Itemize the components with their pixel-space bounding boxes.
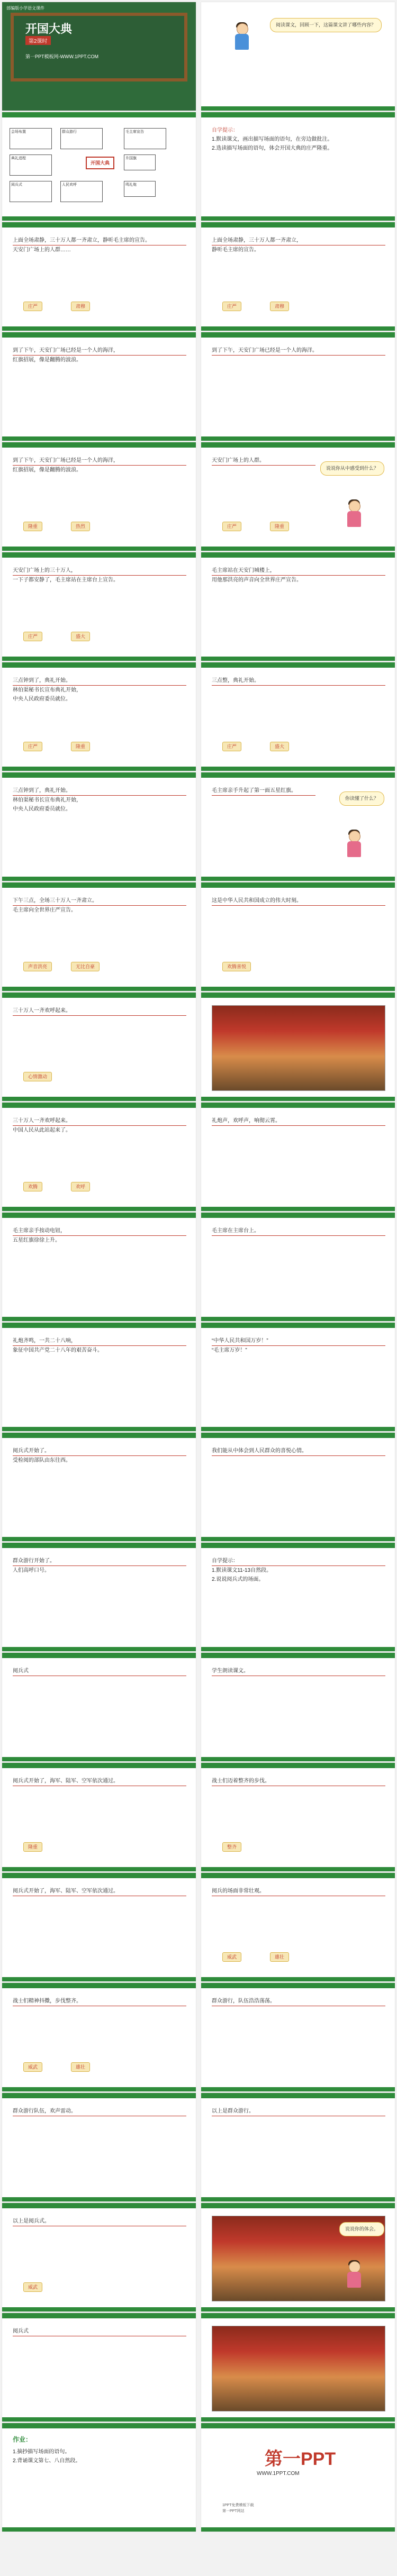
- cover-subtitle: 第2课时: [25, 36, 51, 45]
- passage-text: [13, 1887, 186, 1896]
- passage-text: [212, 1556, 385, 1584]
- content-slide[interactable]: [2, 2423, 196, 2532]
- task-slide[interactable]: [201, 112, 395, 221]
- cover-url: 第一PPT模板网-WWW.1PPT.COM: [25, 54, 98, 59]
- passage-line: 一下子都安静了，毛主席站在主席台上宣告。: [13, 577, 119, 583]
- slide-header-bar: [201, 1433, 395, 1438]
- slide-footer-bar: [2, 2527, 196, 2532]
- slide-header-bar: [2, 772, 196, 778]
- passage-text: [13, 1116, 186, 1135]
- passage-text: [13, 786, 186, 814]
- annotation-tag: 威武: [23, 2062, 42, 2072]
- scene-photo: [212, 2326, 385, 2411]
- passage-line: 三点整，典礼开始。: [212, 676, 385, 686]
- passage-line: 战士们迈着整齐的步伐。: [212, 1777, 385, 1786]
- passage-line: 红旗招展，像是翻腾的波浪。: [13, 357, 82, 363]
- passage-text: [13, 1006, 186, 1016]
- slide-header-bar: [201, 112, 395, 117]
- slide-footer-bar: [201, 1867, 395, 1871]
- passage-line: 到了下午，天安门广场已经是一个人的海洋，: [13, 456, 186, 466]
- passage-text: [13, 1226, 186, 1245]
- passage-line: 阅兵式开始了，海军、陆军、空军依次通过。: [13, 1777, 186, 1786]
- content-slide[interactable]: [201, 662, 395, 771]
- passage-line: 自学提示：: [212, 1556, 385, 1566]
- passage-line: 阅兵的场面非常壮观。: [212, 1887, 385, 1896]
- passage-text: [13, 2107, 186, 2116]
- slide-header-bar: [201, 1323, 395, 1328]
- slide-footer-bar: [201, 106, 395, 111]
- passage-line: 红旗招展，像是翻腾的波浪。: [13, 467, 82, 473]
- ppt-logo-sub: WWW.1PPT.COM: [257, 2471, 300, 2477]
- slide-header-bar: [201, 1653, 395, 1658]
- homework-text: [13, 2447, 186, 2465]
- passage-line: 三点钟到了，典礼开始。: [13, 786, 186, 796]
- passage-text: [13, 456, 186, 475]
- slide-footer-bar: [201, 877, 395, 881]
- child-illustration: [345, 500, 363, 529]
- passage-line: 人们高呼口号。: [13, 1568, 50, 1573]
- slide-header-bar: [2, 2093, 196, 2098]
- slide-header-bar: [2, 1763, 196, 1768]
- passage-line: 下午三点，全场三十万人一齐肃立。: [13, 896, 186, 906]
- mindmap-node: 毛主席宣告: [124, 128, 166, 149]
- annotation-tag: 威武: [23, 2282, 42, 2292]
- speech-bubble: 你读懂了什么？: [339, 791, 384, 806]
- passage-line: 群众游行开始了。: [13, 1556, 186, 1566]
- slide-footer-bar: [2, 1097, 196, 1101]
- mindmap-node: 会场布置: [10, 128, 52, 149]
- content-slide[interactable]: [201, 993, 395, 1101]
- passage-text: [212, 566, 385, 585]
- slide-header-bar: [2, 1873, 196, 1878]
- slide-header-bar: [201, 1543, 395, 1548]
- passage-line: 礼炮齐鸣，一共二十八响，: [13, 1336, 186, 1346]
- slide-footer-bar: [2, 877, 196, 881]
- content-slide[interactable]: [201, 1763, 395, 1871]
- homework-title: 作业：: [13, 2436, 32, 2443]
- passage-text: [212, 1116, 385, 1126]
- content-slide[interactable]: [2, 1873, 196, 1981]
- passage-line: 林伯渠秘书长宣布典礼开始，: [13, 687, 82, 693]
- slide-footer-bar: [2, 436, 196, 441]
- content-slide[interactable]: [2, 1213, 196, 1321]
- passage-text: [212, 1887, 385, 1896]
- slide-header-bar: [2, 1433, 196, 1438]
- slide-footer-bar: [201, 2197, 395, 2201]
- annotation-tag: 欢腾喜悦: [222, 962, 251, 971]
- passage-text: [13, 896, 186, 915]
- slide-header-bar: [2, 1213, 196, 1218]
- passage-line: 毛主席亲手按动电钮，: [13, 1226, 186, 1236]
- slide-header-bar: [2, 112, 196, 117]
- annotation-tag: 热烈: [71, 522, 90, 531]
- slide-header-bar: [2, 1323, 196, 1328]
- content-slide[interactable]: [201, 442, 395, 551]
- passage-line: 静听毛主席的宣告。: [212, 247, 259, 253]
- child-illustration: [345, 831, 363, 859]
- slide-footer-bar: [201, 326, 395, 331]
- content-slide[interactable]: [201, 772, 395, 881]
- slide-header-bar: [201, 222, 395, 227]
- content-slide[interactable]: [201, 2313, 395, 2422]
- annotation-tag: 雄壮: [71, 2062, 90, 2072]
- passage-text: [212, 896, 385, 906]
- content-slide[interactable]: [201, 1433, 395, 1541]
- annotation-tag: 心情激动: [23, 1072, 52, 1081]
- slide-footer-bar: [201, 2087, 395, 2091]
- slide-header-bar: [201, 882, 395, 888]
- passage-text: [13, 1556, 186, 1575]
- passage-line: 毛主席站在天安门城楼上，: [212, 566, 385, 576]
- content-slide[interactable]: [201, 1653, 395, 1761]
- content-slide[interactable]: [2, 882, 196, 991]
- content-slide[interactable]: [201, 1543, 395, 1651]
- child-illustration: [233, 23, 251, 52]
- slide-header-bar: [201, 1213, 395, 1218]
- content-slide[interactable]: [2, 993, 196, 1101]
- annotation-tag: 隆重: [71, 742, 90, 751]
- passage-line: 天安门广场上的三十万人，: [13, 566, 186, 576]
- passage-text: [212, 1446, 385, 1456]
- ppt-logo: 第一PPT: [265, 2449, 336, 2469]
- slide-footer-bar: [2, 657, 196, 661]
- content-slide[interactable]: [2, 2203, 196, 2311]
- slide-header-bar: [201, 552, 395, 558]
- slide-footer-bar: [2, 2197, 196, 2201]
- slide-header-bar: [2, 1543, 196, 1548]
- content-slide[interactable]: [2, 332, 196, 441]
- passage-line: 阅兵式开始了。: [13, 1446, 186, 1456]
- passage-text: [13, 2217, 186, 2226]
- slide-footer-bar: [2, 1647, 196, 1651]
- content-slide[interactable]: [2, 772, 196, 881]
- task-line: 自学提示：: [212, 128, 238, 133]
- slide-footer-bar: [2, 987, 196, 991]
- content-slide[interactable]: [201, 1983, 395, 2091]
- passage-line: 学生朗读课文。: [212, 1667, 385, 1676]
- passage-line: 以上是阅兵式。: [13, 2217, 186, 2226]
- slide-footer-bar: [201, 1317, 395, 1321]
- slide-header-bar: [2, 332, 196, 338]
- slide-header-bar: [2, 662, 196, 668]
- content-slide[interactable]: [2, 1543, 196, 1651]
- annotation-tag: 威武: [222, 1952, 241, 1962]
- slide-footer-bar: [2, 1867, 196, 1871]
- passage-line: 三十万人一齐欢呼起来。: [13, 1116, 186, 1126]
- passage-line: 2.说说阅兵式的场面。: [212, 1577, 264, 1582]
- content-slide[interactable]: [201, 882, 395, 991]
- slide-header-bar: [2, 442, 196, 448]
- passage-line: 这是中华人民共和国成立的伟大时刻。: [212, 896, 385, 906]
- passage-text: [212, 236, 385, 254]
- annotation-tag: 无比自豪: [71, 962, 100, 971]
- passage-line: 群众游行队伍，欢声雷动。: [13, 2107, 186, 2116]
- annotation-tag: 庄严: [23, 632, 42, 641]
- slide-footer-bar: [201, 767, 395, 771]
- mindmap-node: 群众游行: [60, 128, 103, 149]
- mindmap-center: 开国大典: [86, 157, 114, 169]
- passage-line: 到了下午，天安门广场已经是一个人的海洋，: [13, 346, 186, 356]
- passage-line: 中国人民从此站起来了。: [13, 1127, 71, 1133]
- slide-header-bar: [201, 442, 395, 448]
- passage-line: 我们能从中体会到人民群众的喜悦心情。: [212, 1446, 385, 1456]
- slide-footer-bar: [201, 1207, 395, 1211]
- passage-line: “毛主席万岁！”: [212, 1348, 247, 1353]
- passage-line: 三十万人一齐欢呼起来。: [13, 1006, 186, 1016]
- passage-text: [13, 236, 186, 254]
- passage-line: 林伯渠秘书长宣布典礼开始，: [13, 797, 82, 803]
- slide-footer-bar: [2, 2307, 196, 2311]
- task-text: [212, 126, 385, 153]
- speech-bubble: 说说你的体会。: [339, 2222, 384, 2236]
- content-slide[interactable]: [201, 1103, 395, 1211]
- slide-footer-bar: [201, 1647, 395, 1651]
- passage-line: 毛主席在主席台上。: [212, 1226, 385, 1236]
- passage-text: [13, 676, 186, 704]
- content-slide[interactable]: [2, 1763, 196, 1871]
- passage-line: 战士们精神抖擞，步伐整齐。: [13, 1997, 186, 2006]
- passage-text: [212, 456, 315, 466]
- annotation-tag: 盛大: [71, 632, 90, 641]
- slide-header-bar: [201, 2313, 395, 2318]
- slide-footer-bar: [2, 1427, 196, 1431]
- slide-footer-bar: [2, 326, 196, 331]
- slide-header-bar: [201, 1983, 395, 1988]
- annotation-tag: 欢呼: [71, 1182, 90, 1191]
- slide-header-bar: [201, 2423, 395, 2428]
- passage-text: [212, 786, 315, 796]
- annotation-tag: 庄严: [23, 302, 42, 311]
- passage-line: 中央人民政府委员就位。: [13, 696, 71, 702]
- cover-school: 部编版小学语文课件: [6, 6, 44, 11]
- slide-footer-bar: [201, 657, 395, 661]
- slide-header-bar: [2, 1653, 196, 1658]
- annotation-tag: 庄严: [23, 742, 42, 751]
- annotation-tag: 隆重: [23, 522, 42, 531]
- annotation-tag: 隆重: [270, 522, 289, 531]
- passage-text: [212, 1336, 385, 1355]
- prompt-bubble: 阅读课文，回顾一下，这篇课文讲了哪些内容？: [270, 18, 382, 32]
- annotation-tag: 整齐: [222, 1842, 241, 1852]
- mindmap-node: 人民欢呼: [60, 181, 103, 202]
- slide-footer-bar: [2, 2417, 196, 2422]
- content-slide[interactable]: [2, 662, 196, 771]
- content-slide[interactable]: [201, 552, 395, 661]
- slide-footer-bar: [201, 2307, 395, 2311]
- slide-header-bar: [2, 1103, 196, 1108]
- task-line: 1.默读课文，画出描写场面的语句，在旁边做批注。: [212, 136, 333, 142]
- content-slide[interactable]: [2, 222, 196, 331]
- child-illustration: [345, 2261, 363, 2290]
- passage-text: [13, 1336, 186, 1355]
- passage-line: 天安门广场上的人群……: [13, 247, 71, 253]
- passage-line: 天安门广场上的人群。: [212, 456, 315, 466]
- content-slide[interactable]: [201, 2203, 395, 2311]
- slide-header-bar: [2, 2203, 196, 2208]
- passage-line: 毛主席亲手升起了第一面五星红旗。: [212, 786, 315, 796]
- content-slide[interactable]: [2, 2093, 196, 2201]
- content-slide[interactable]: [201, 1323, 395, 1431]
- passage-line: 上面全场肃静，三十万人都一齐肃立，: [212, 236, 385, 245]
- content-slide[interactable]: [2, 1103, 196, 1211]
- content-slide[interactable]: [201, 2423, 395, 2532]
- passage-line: 五星红旗徐徐上升。: [13, 1237, 60, 1243]
- slide-footer-bar: [2, 1757, 196, 1761]
- slide-footer-bar: [201, 547, 395, 551]
- annotation-tag: 雄壮: [270, 1952, 289, 1962]
- annotation-tag: 隆重: [23, 1842, 42, 1852]
- slide-footer-bar: [201, 216, 395, 221]
- passage-line: 阅兵式: [13, 2327, 186, 2336]
- passage-line: 以上是群众游行。: [212, 2107, 385, 2116]
- slide-footer-bar: [2, 2087, 196, 2091]
- content-slide[interactable]: [2, 1653, 196, 1761]
- slide-footer-bar: [201, 1757, 395, 1761]
- slide-footer-bar: [2, 767, 196, 771]
- passage-line: 三点钟到了，典礼开始。: [13, 676, 186, 686]
- annotation-tag: 欢腾: [23, 1182, 42, 1191]
- passage-text: [212, 1777, 385, 1786]
- slide-header-bar: [201, 1873, 395, 1878]
- passage-text: [212, 1997, 385, 2006]
- passage-text: [13, 566, 186, 585]
- slide-header-bar: [201, 1763, 395, 1768]
- slide-footer-bar: [2, 547, 196, 551]
- annotation-tag: 庄严: [222, 302, 241, 311]
- content-slide[interactable]: [2, 442, 196, 551]
- passage-line: 阅兵式: [13, 1667, 186, 1676]
- annotation-tag: 声音洪亮: [23, 962, 52, 971]
- passage-line: 象征中国共产党二十八年的艰苦奋斗。: [13, 1348, 103, 1353]
- slide-footer-bar: [201, 2527, 395, 2532]
- slide-footer-bar: [201, 1537, 395, 1541]
- slide-footer-bar: [2, 216, 196, 221]
- passage-text: [13, 1446, 186, 1465]
- content-slide[interactable]: [201, 1213, 395, 1321]
- annotation-tag: 肃穆: [270, 302, 289, 311]
- passage-line: 1.默读课文11-13自然段。: [212, 1568, 272, 1573]
- homework-line: 1.摘抄描写场面的语句。: [13, 2449, 70, 2455]
- slide-header-bar: [2, 882, 196, 888]
- passage-text: [212, 1226, 385, 1236]
- slide-footer-bar: [2, 1977, 196, 1981]
- passage-line: 受检阅的部队由东往西。: [13, 1458, 71, 1463]
- passage-line: 群众游行，队伍浩浩荡荡。: [212, 1997, 385, 2006]
- annotation-tag: 肃穆: [71, 302, 90, 311]
- slide-header-bar: [2, 993, 196, 998]
- ppt-info: [222, 2502, 254, 2514]
- content-slide[interactable]: [2, 1323, 196, 1431]
- passage-text: [13, 2327, 186, 2336]
- prompt-slide[interactable]: [201, 2, 395, 111]
- content-slide[interactable]: [201, 1873, 395, 1981]
- slide-footer-bar: [201, 1097, 395, 1101]
- content-slide[interactable]: [2, 1433, 196, 1541]
- passage-text: [212, 676, 385, 686]
- passage-text: [13, 1777, 186, 1786]
- annotation-tag: 盛大: [270, 742, 289, 751]
- mindmap-slide[interactable]: [2, 112, 196, 221]
- passage-text: [212, 346, 385, 356]
- slide-header-bar: [201, 2093, 395, 2098]
- mindmap-node: 升国旗: [124, 154, 156, 170]
- mindmap-node: 鸣礼炮: [124, 181, 156, 197]
- passage-text: [13, 1997, 186, 2006]
- slide-header-bar: [201, 332, 395, 338]
- ppt-info-line: 1PPT免费模板下载: [222, 2504, 254, 2507]
- annotation-tag: 庄严: [222, 522, 241, 531]
- mindmap-node: 典礼进程: [10, 154, 52, 176]
- content-slide[interactable]: [2, 1983, 196, 2091]
- passage-line: 阅兵式开始了，海军、陆军、空军依次通过。: [13, 1887, 186, 1896]
- slide-footer-bar: [201, 1427, 395, 1431]
- slide-footer-bar: [2, 1207, 196, 1211]
- slide-header-bar: [201, 993, 395, 998]
- passage-line: 到了下午，天安门广场已经是一个人的海洋。: [212, 346, 385, 356]
- slide-header-bar: [2, 2313, 196, 2318]
- passage-line: 中央人民政府委员就位。: [13, 806, 71, 812]
- cover-title: 开国大典: [25, 22, 73, 35]
- slide-footer-bar: [201, 2417, 395, 2422]
- annotation-tag: 庄严: [222, 742, 241, 751]
- slide-footer-bar: [2, 1537, 196, 1541]
- slide-header-bar: [201, 772, 395, 778]
- slide-header-bar: [201, 1103, 395, 1108]
- task-line: 2.选读描写场面的语句，体会开国大典的庄严隆重。: [212, 145, 333, 151]
- slide-footer-bar: [201, 436, 395, 441]
- slide-header-bar: [2, 552, 196, 558]
- passage-line: 用他那洪亮的声音向全世界庄严宣告。: [212, 577, 302, 583]
- passage-text: [13, 346, 186, 365]
- slide-footer-bar: [2, 1317, 196, 1321]
- passage-line: 上面全场肃静，三十万人都一齐肃立，静听毛主席的宣告。: [13, 236, 186, 245]
- cover-slide[interactable]: [2, 2, 196, 111]
- passage-line: “中华人民共和国万岁！”: [212, 1336, 385, 1346]
- slide-footer-bar: [201, 1977, 395, 1981]
- passage-text: [212, 2107, 385, 2116]
- content-slide[interactable]: [201, 332, 395, 441]
- scene-photo: [212, 1005, 385, 1091]
- slide-header-bar: [2, 222, 196, 227]
- content-slide[interactable]: [201, 2093, 395, 2201]
- content-slide[interactable]: [2, 2313, 196, 2422]
- passage-line: 礼炮声，欢呼声，响彻云霄。: [212, 1116, 385, 1126]
- slide-header-bar: [2, 2423, 196, 2428]
- passage-line: 毛主席向全世界庄严宣告。: [13, 907, 76, 913]
- slide-header-bar: [201, 662, 395, 668]
- content-slide[interactable]: [201, 222, 395, 331]
- content-slide[interactable]: [2, 552, 196, 661]
- mindmap: [7, 125, 191, 212]
- homework-line: 2.背诵课文第七、八自然段。: [13, 2458, 81, 2464]
- passage-text: [212, 1667, 385, 1676]
- passage-text: [13, 1667, 186, 1676]
- slide-footer-bar: [201, 987, 395, 991]
- speech-bubble: 说说你从中感受到什么？: [320, 461, 384, 476]
- ppt-info-line: 第一PPT网站: [222, 2509, 245, 2513]
- slide-header-bar: [2, 1983, 196, 1988]
- slide-header-bar: [201, 2203, 395, 2208]
- mindmap-node: 阅兵式: [10, 181, 52, 202]
